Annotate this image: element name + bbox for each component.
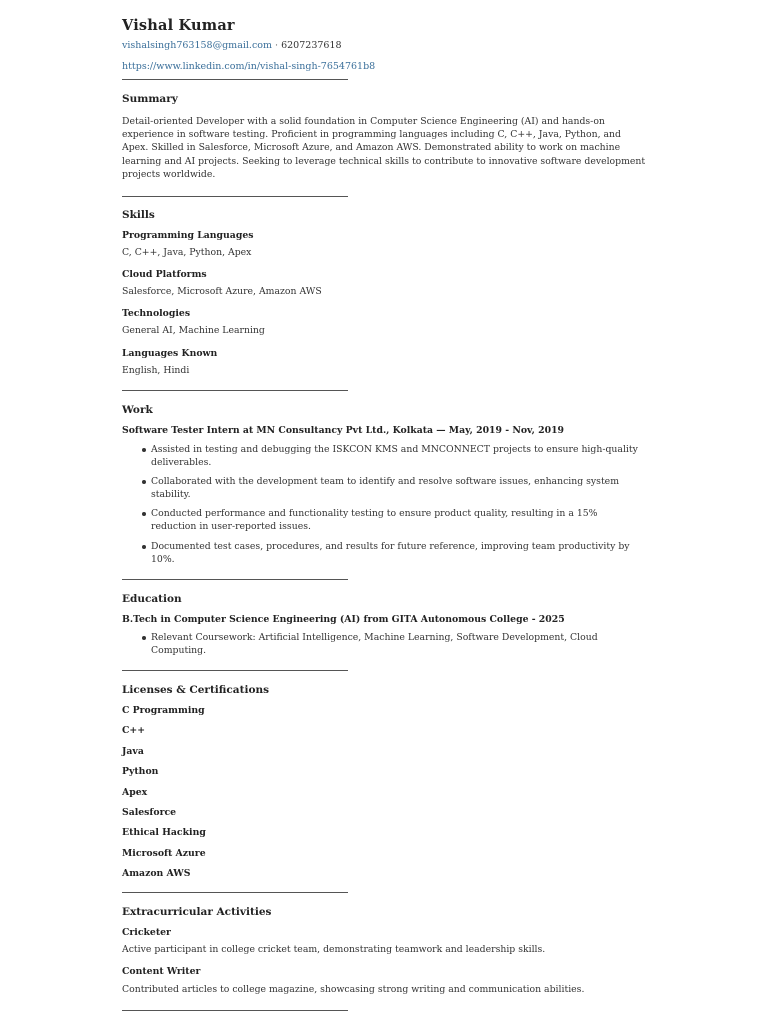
skill-group-title: Languages Known [122,348,218,359]
linkedin-link[interactable]: https://www.linkedin.com/in/vishal-singh-7654761b8 [122,61,376,72]
skill-group-value: General AI, Machine Learning [122,325,265,336]
activity-title: Cricketer [122,927,171,938]
certification-item: Microsoft Azure [122,848,206,859]
work-bullet: Assisted in testing and debugging the ISKCON KMS and MNCONNECT projects to ensure high-quality deliverables. [151,443,641,469]
section-divider [122,390,348,391]
certification-item: C++ [122,725,145,736]
section-divider [122,79,348,80]
email-link[interactable]: vishalsingh763158@gmail.com [122,40,272,51]
section-divider [122,579,348,580]
certification-item: Amazon AWS [122,868,191,879]
work-bullet: Conducted performance and functionality testing to ensure product quality, resulting in a 15% reduction in user-reported issues. [151,507,641,533]
section-divider [122,670,348,671]
summary-heading: Summary [122,93,178,105]
section-divider [122,1010,348,1011]
certification-item: Ethical Hacking [122,827,206,838]
certification-item: Java [122,746,144,757]
activity-title: Content Writer [122,966,201,977]
work-heading: Work [122,404,153,416]
candidate-name: Vishal Kumar [122,17,235,34]
section-divider [122,892,348,893]
activity-text: Contributed articles to college magazine, showcasing strong writing and communication abilities. [122,984,585,995]
linkedin-line [122,61,375,72]
skill-group-title: Programming Languages [122,230,254,241]
activity-text: Active participant in college cricket team, demonstrating teamwork and leadership skills. [122,944,546,955]
education-bullet: Relevant Coursework: Artificial Intelligence, Machine Learning, Software Development, Cloud Computing. [151,631,621,657]
contact-line [122,40,342,51]
extracurricular-heading: Extracurricular Activities [122,906,272,918]
degree-title: B.Tech in Computer Science Engineering (AI) from GITA Autonomous College - 2025 [122,614,565,625]
summary-text: Detail-oriented Developer with a solid foundation in Computer Science Engineering (AI) and hands-on experience in software testing. Proficient in programming languages including C, C++, Java, Python, and Apex. Skilled in Salesforce, Microsoft Azure, and Amazon AWS. Demonstrated ability to work on machine learning and AI projects. Seeking to leverage technical skills to contribute to innovative software development projects worldwide. [122,116,646,180]
section-divider [122,196,348,197]
skill-group-value: Salesforce, Microsoft Azure, Amazon AWS [122,286,322,297]
skill-group-value: C, C++, Java, Python, Apex [122,247,252,258]
work-bullet: Documented test cases, procedures, and results for future reference, improving team productivity by 10%. [151,540,641,566]
certification-item: C Programming [122,705,205,716]
certification-item: Salesforce [122,807,177,818]
skill-group-value: English, Hindi [122,365,190,376]
skill-group-title: Cloud Platforms [122,269,207,280]
certification-item: Apex [122,787,148,798]
education-heading: Education [122,593,182,605]
contact-separator: · [275,40,279,51]
work-bullet: Collaborated with the development team to identify and resolve software issues, enhancing system stability. [151,475,641,501]
phone-number: 6207237618 [281,40,342,51]
certification-item: Python [122,766,159,777]
skills-heading: Skills [122,209,155,221]
job-title: Software Tester Intern at MN Consultancy Pvt Ltd., Kolkata — May, 2019 - Nov, 2019 [122,425,565,436]
certifications-heading: Licenses & Certifications [122,684,269,696]
skill-group-title: Technologies [122,308,191,319]
